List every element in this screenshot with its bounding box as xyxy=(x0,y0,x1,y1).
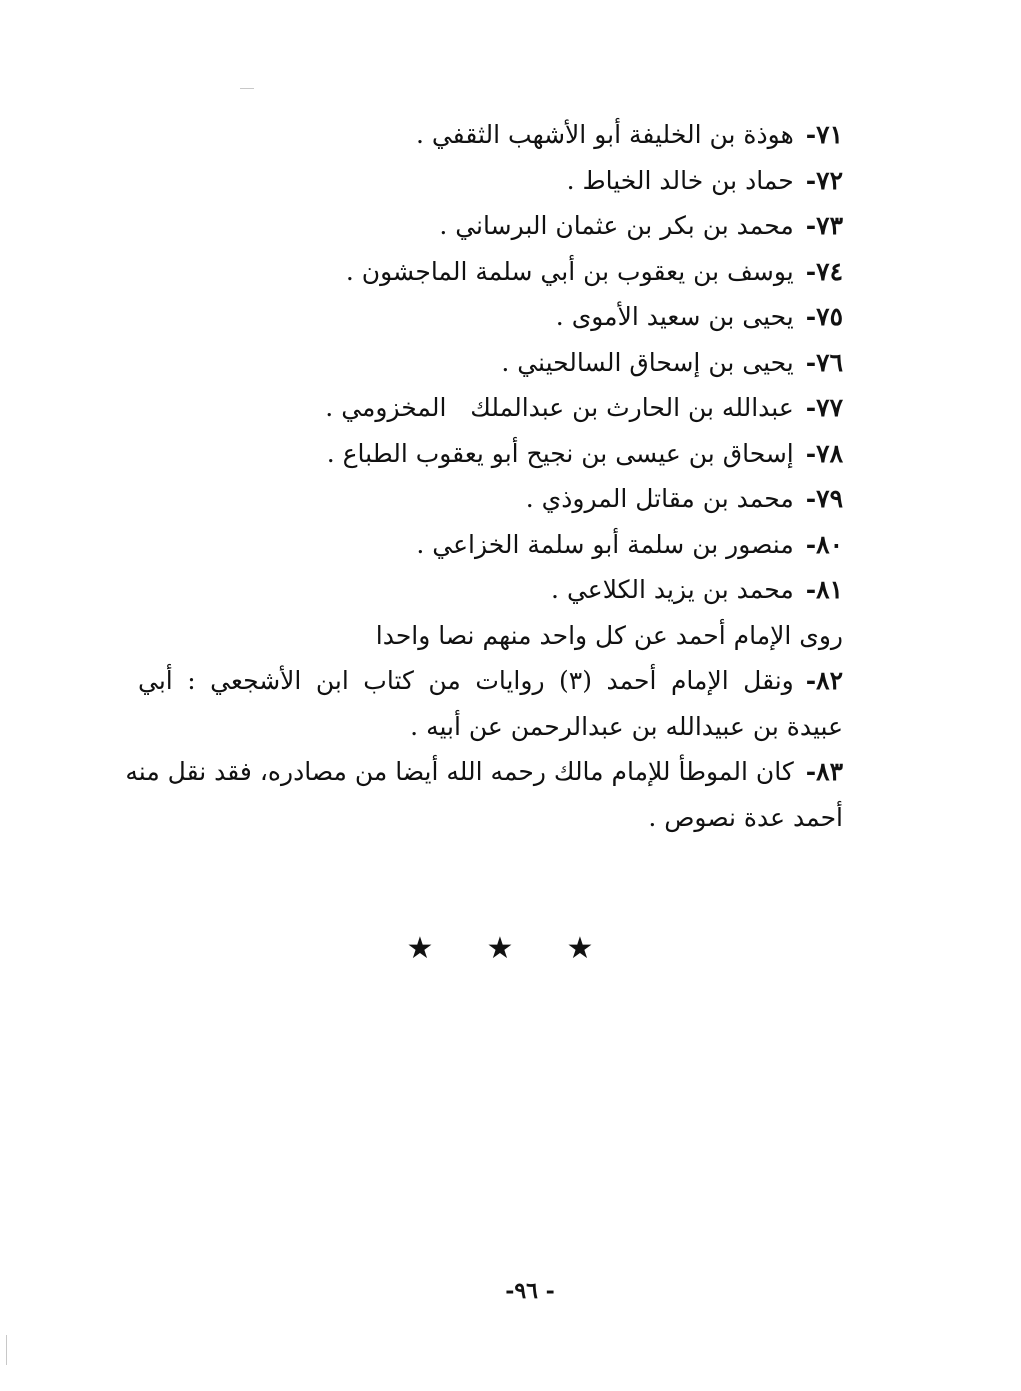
list-item xyxy=(138,385,843,431)
item-number: ٧٤- xyxy=(805,256,843,286)
paragraph-82-text: ونقل الإمام أحمد (٣) روايات من كتاب ابن الأشجعي : أبي xyxy=(138,666,794,695)
paragraph-83-line-2: أحمد عدة نصوص . xyxy=(648,802,843,832)
list-item xyxy=(138,340,843,386)
list-item xyxy=(138,567,843,613)
item-number: ٧٧- xyxy=(805,393,843,422)
list-item xyxy=(138,522,843,568)
scan-mark-left xyxy=(6,1335,7,1365)
list-item xyxy=(138,294,843,340)
item-text: محمد بن بكر بن عثمان البرساني . xyxy=(439,211,794,240)
item-text: عبدالله بن الحارث بن عبدالملك المخزومي . xyxy=(325,393,794,422)
item-number: ٨٠- xyxy=(805,529,843,559)
item-text: حماد بن خالد الخياط . xyxy=(566,165,794,195)
list-item xyxy=(138,476,843,522)
scan-mark-top xyxy=(240,88,254,89)
item-text: محمد بن يزيد الكلاعي . xyxy=(551,575,794,604)
item-number: ٧٥- xyxy=(805,302,843,331)
paragraph-83-line-1 xyxy=(125,749,843,795)
item-number: ٨٢- xyxy=(805,666,844,695)
paragraph-83-text: كان الموطأ للإمام مالك رحمه الله أيضا من مصادره، فقد نقل منه xyxy=(125,757,794,786)
item-text: يحيى بن إسحاق السالحيني . xyxy=(501,347,794,377)
list-item xyxy=(138,431,843,477)
item-text: يوسف بن يعقوب بن أبي سلمة الماجشون . xyxy=(345,256,794,286)
list-item xyxy=(138,203,843,249)
item-number: ٨٣- xyxy=(805,757,843,786)
page-number: - ٩٦- xyxy=(505,1278,555,1304)
item-text: محمد بن مقاتل المروذي . xyxy=(525,484,794,513)
star-icon: ★ xyxy=(486,930,514,966)
item-number: ٧٦- xyxy=(805,347,843,377)
item-number: ٧٢- xyxy=(805,165,843,195)
star-icon: ★ xyxy=(406,930,434,966)
item-text: منصور بن سلمة أبو سلمة الخزاعي . xyxy=(416,529,794,559)
item-number: ٨١- xyxy=(805,575,843,604)
item-number: ٧٩- xyxy=(805,484,843,513)
item-text: إسحاق بن عيسى بن نجيح أبو يعقوب الطباع . xyxy=(326,438,794,468)
paragraph-82-line-2: عبيدة بن عبيدالله بن عبدالرحمن عن أبيه . xyxy=(410,711,843,741)
summary-line: روى الإمام أحمد عن كل واحد منهم نصا واحدا xyxy=(375,620,843,650)
section-separator xyxy=(400,928,600,968)
star-icon: ★ xyxy=(566,930,594,966)
list-item xyxy=(138,112,843,158)
item-number: ٧١- xyxy=(805,120,843,149)
paragraph-82-line-1 xyxy=(138,658,843,704)
list-item xyxy=(138,249,843,295)
item-text: هوذة بن الخليفة أبو الأشهب الثقفي . xyxy=(415,120,794,149)
list-item xyxy=(138,158,843,204)
item-number: ٧٣- xyxy=(805,211,843,240)
item-number: ٧٨- xyxy=(805,438,843,468)
item-text: يحيى بن سعيد الأموى . xyxy=(555,302,794,331)
body-text xyxy=(125,112,844,840)
